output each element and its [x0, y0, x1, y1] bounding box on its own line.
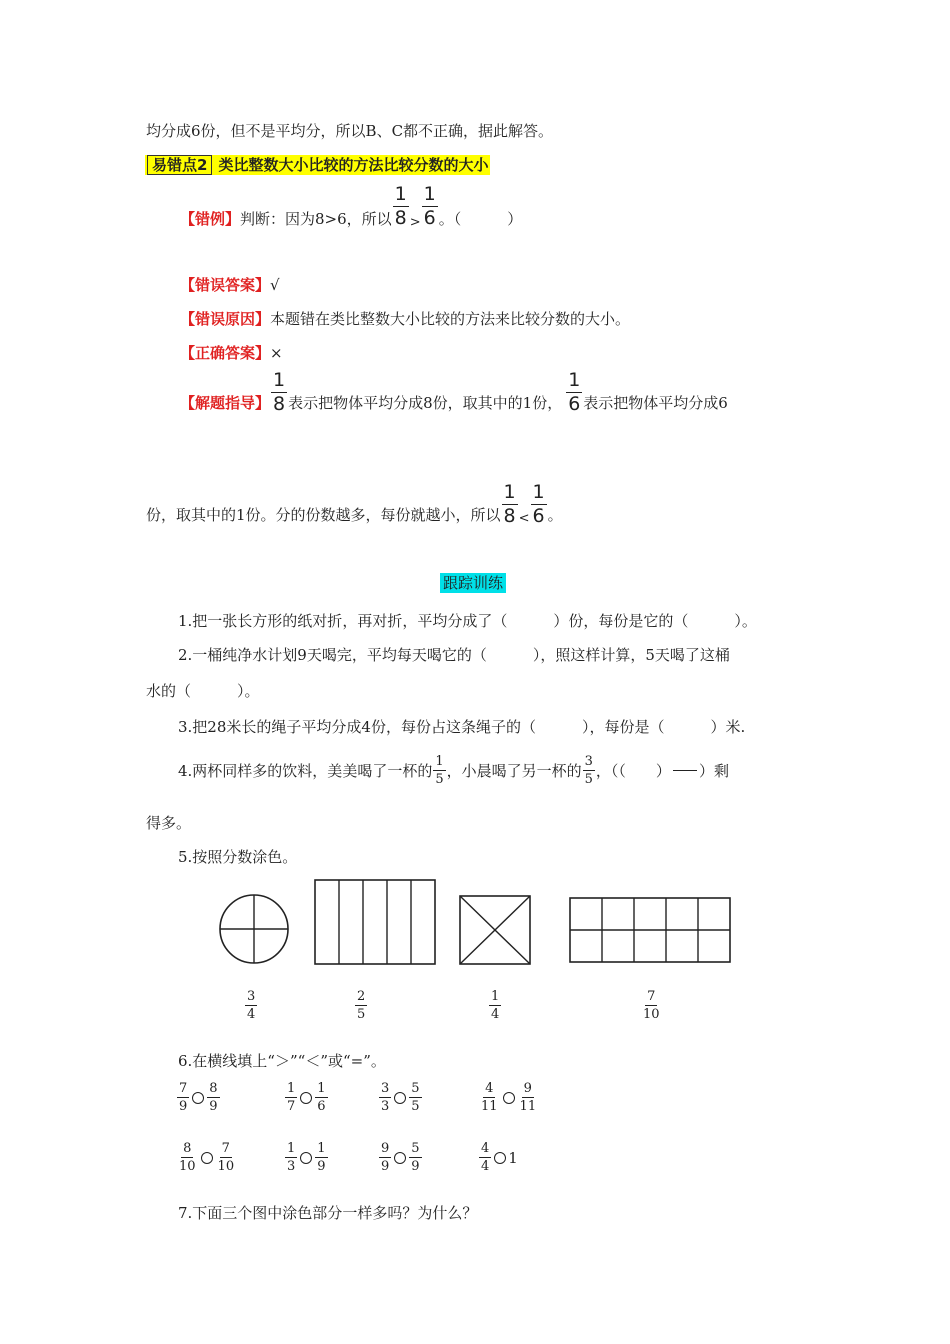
- frac-num: 1: [435, 753, 444, 769]
- compare-circle[interactable]: [394, 1152, 406, 1164]
- q5-frac-4: [640, 990, 663, 1021]
- wrong-example-op: >: [409, 214, 421, 230]
- wrong-example-text: 判断：因为8>6，所以: [240, 209, 392, 228]
- question-2-line-1: [178, 644, 730, 665]
- frac-num: 4: [481, 1141, 490, 1156]
- frac-den: 9: [209, 1099, 218, 1114]
- frac-den: 11: [481, 1099, 498, 1114]
- correct-answer-label: 【正确答案】: [180, 344, 271, 362]
- guide-line-1: [180, 368, 728, 432]
- compare-circle[interactable]: [300, 1152, 312, 1164]
- compare-circle[interactable]: [192, 1092, 204, 1104]
- frac-num: 1: [568, 368, 581, 391]
- guide-text-a: 表示把物体平均分成8份，取其中的1份，: [288, 393, 563, 412]
- q4-part-a: 4.两杯同样多的饮料，美美喝了一杯的: [178, 761, 433, 780]
- frac-den: 5: [584, 771, 593, 787]
- wrong-reason-label: 【错误原因】: [180, 310, 271, 328]
- wrong-reason-text: 本题错在类比整数大小比较的方法来比较分数的大小。: [270, 310, 631, 328]
- q4-part-d: ）: [655, 761, 671, 780]
- guide-line2-text: 份，取其中的1份。分的份数越多，每份就越小，所以: [146, 505, 501, 524]
- frac-den: 8: [394, 206, 407, 229]
- frac-num: 8: [183, 1141, 192, 1156]
- wrong-example: [180, 182, 523, 250]
- wrong-answer-label: 【错误答案】: [180, 276, 271, 294]
- frac-num: 7: [179, 1081, 188, 1096]
- frac-num: 1: [273, 368, 286, 391]
- compare-circle[interactable]: [300, 1092, 312, 1104]
- frac-den: 9: [179, 1099, 188, 1114]
- q6-compare-5: [176, 1142, 237, 1173]
- frac-den: 8: [273, 392, 286, 415]
- frac-num: 5: [411, 1081, 420, 1096]
- rectangle-fifths-shape[interactable]: [315, 880, 435, 964]
- frac-den: 8: [503, 504, 516, 527]
- q1-part-c: ）。: [734, 612, 757, 630]
- q4-part-b: ，小晨喝了另一杯的: [446, 761, 582, 780]
- q6-compare-3: [378, 1082, 423, 1113]
- q6-compare-6: [284, 1142, 329, 1173]
- frac-den: 6: [568, 392, 581, 415]
- frac-num: 1: [317, 1081, 326, 1096]
- square-diagonals-shape[interactable]: [460, 896, 530, 964]
- training-title: [440, 572, 506, 593]
- frac-num: 8: [209, 1081, 218, 1096]
- error-point-title: 类比整数大小比较的方法比较分数的大小: [218, 156, 489, 174]
- q5-frac-3: [488, 990, 502, 1021]
- frac-den: 4: [247, 1007, 256, 1022]
- q6-compare-1: [176, 1082, 221, 1113]
- frac-num: 7: [647, 989, 656, 1004]
- frac-num: 1: [491, 989, 500, 1004]
- wrong-example-tail: 。（: [438, 209, 462, 228]
- q2-part-c: 水的（: [146, 682, 192, 700]
- question-7: 7.下面三个图中涂色部分一样多吗？为什么？: [178, 1204, 478, 1222]
- error-point-tag: 易错点2: [147, 155, 212, 175]
- question-1: [178, 610, 757, 631]
- training-title-text: 跟踪训练: [440, 573, 506, 593]
- question-5: 5.按照分数涂色。: [178, 848, 298, 866]
- q1-part-a: 1.把一张长方形的纸对折，再对折，平均分成了（: [178, 612, 508, 630]
- frac-den: 9: [381, 1159, 390, 1174]
- intro-line: 均分成6份，但不是平均分，所以B、C都不正确，据此解答。: [146, 122, 554, 140]
- frac-den: 7: [287, 1099, 296, 1114]
- frac-num: 1: [394, 182, 407, 205]
- guide-frac-a: [271, 368, 287, 415]
- guide-frac-d: [531, 480, 547, 527]
- wrong-answer-value: √: [270, 276, 280, 294]
- q6-compare-8: [478, 1142, 518, 1173]
- frac-num: 1: [423, 182, 436, 205]
- q3-part-c: ）米.: [710, 718, 746, 736]
- frac-den: 5: [435, 771, 444, 787]
- frac-num: 3: [247, 989, 256, 1004]
- wrong-example-tail-close: ）: [507, 209, 523, 228]
- q6-compare-4: [478, 1082, 539, 1113]
- frac-num: 3: [381, 1081, 390, 1096]
- frac-num: 1: [503, 480, 516, 503]
- frac-den: 9: [317, 1159, 326, 1174]
- frac-den: 11: [519, 1099, 537, 1114]
- frac-num: 7: [221, 1141, 230, 1156]
- question-2-line-2: [146, 680, 260, 701]
- q3-part-b: ），每份是（: [581, 718, 665, 736]
- frac-num: 9: [523, 1081, 532, 1096]
- wrong-example-frac-a: [393, 182, 409, 229]
- guide-label: 【解题指导】: [180, 393, 271, 412]
- q2-part-d: ）。: [237, 682, 260, 700]
- frac-num: 1: [532, 480, 545, 503]
- error-point-highlight: [145, 155, 490, 175]
- frac-num: 5: [411, 1141, 420, 1156]
- frac-den: 4: [481, 1159, 490, 1174]
- whole-number: 1: [508, 1148, 518, 1167]
- guide-line-2: [146, 480, 563, 544]
- guide-frac-b: [566, 368, 582, 415]
- frac-num: 4: [485, 1081, 494, 1096]
- frac-num: 3: [584, 753, 593, 769]
- q5-frac-2: [354, 990, 368, 1021]
- compare-circle[interactable]: [494, 1152, 506, 1164]
- frac-den: 5: [357, 1007, 366, 1022]
- guide-frac-c: [502, 480, 518, 527]
- wrong-example-label: 【错例】: [180, 209, 241, 228]
- compare-circle[interactable]: [503, 1092, 515, 1104]
- frac-num: 1: [317, 1141, 326, 1156]
- question-3: [178, 716, 745, 737]
- wrong-example-frac-b: [422, 182, 438, 229]
- q6-compare-2: [284, 1082, 329, 1113]
- compare-circle[interactable]: [201, 1152, 213, 1164]
- error-point-header: [145, 154, 490, 175]
- q3-part-a: 3.把28米长的绳子平均分成4份，每份占这条绳子的（: [178, 718, 536, 736]
- frac-den: 10: [643, 1007, 660, 1022]
- frac-den: 6: [423, 206, 436, 229]
- q4-blank[interactable]: [673, 770, 697, 771]
- frac-den: 10: [217, 1159, 235, 1174]
- frac-num: 1: [287, 1081, 296, 1096]
- correct-answer: [180, 342, 283, 363]
- frac-den: 6: [532, 504, 545, 527]
- wrong-answer: [180, 274, 280, 295]
- guide-op: <: [518, 510, 530, 526]
- question-4-line-2: 得多。: [146, 814, 192, 832]
- wrong-reason: [180, 308, 630, 329]
- correct-answer-value: ×: [270, 344, 283, 362]
- frac-den: 4: [491, 1007, 500, 1022]
- frac-den: 5: [411, 1099, 420, 1114]
- q2-part-b: ），照这样计算，5天喝了这桶: [532, 646, 730, 664]
- frac-den: 6: [317, 1099, 326, 1114]
- q1-part-b: ）份，每份是它的（: [553, 612, 689, 630]
- frac-den: 10: [179, 1159, 196, 1174]
- grid-tenths-shape[interactable]: [570, 898, 730, 962]
- question-6: 6.在横线填上“＞”“＜”或“=”。: [178, 1052, 386, 1070]
- q4-frac-a: [433, 755, 445, 786]
- q4-part-c: ，（（: [595, 761, 626, 780]
- q4-frac-b: [583, 755, 595, 786]
- q5-shapes: [210, 874, 740, 970]
- guide-text-b: 表示把物体平均分成6: [583, 393, 728, 412]
- frac-num: 2: [357, 989, 366, 1004]
- frac-den: 3: [287, 1159, 296, 1174]
- question-4: [178, 746, 729, 794]
- frac-den: 9: [411, 1159, 420, 1174]
- frac-num: 9: [381, 1141, 390, 1156]
- q5-frac-1: [244, 990, 258, 1021]
- frac-den: 3: [381, 1099, 390, 1114]
- compare-circle[interactable]: [394, 1092, 406, 1104]
- frac-num: 1: [287, 1141, 296, 1156]
- q6-compare-7: [378, 1142, 423, 1173]
- guide-end: 。: [547, 505, 563, 524]
- q2-part-a: 2.一桶纯净水计划9天喝完，平均每天喝它的（: [178, 646, 487, 664]
- q4-part-e: ）剩: [698, 761, 729, 780]
- circle-quarters-shape[interactable]: [220, 895, 288, 963]
